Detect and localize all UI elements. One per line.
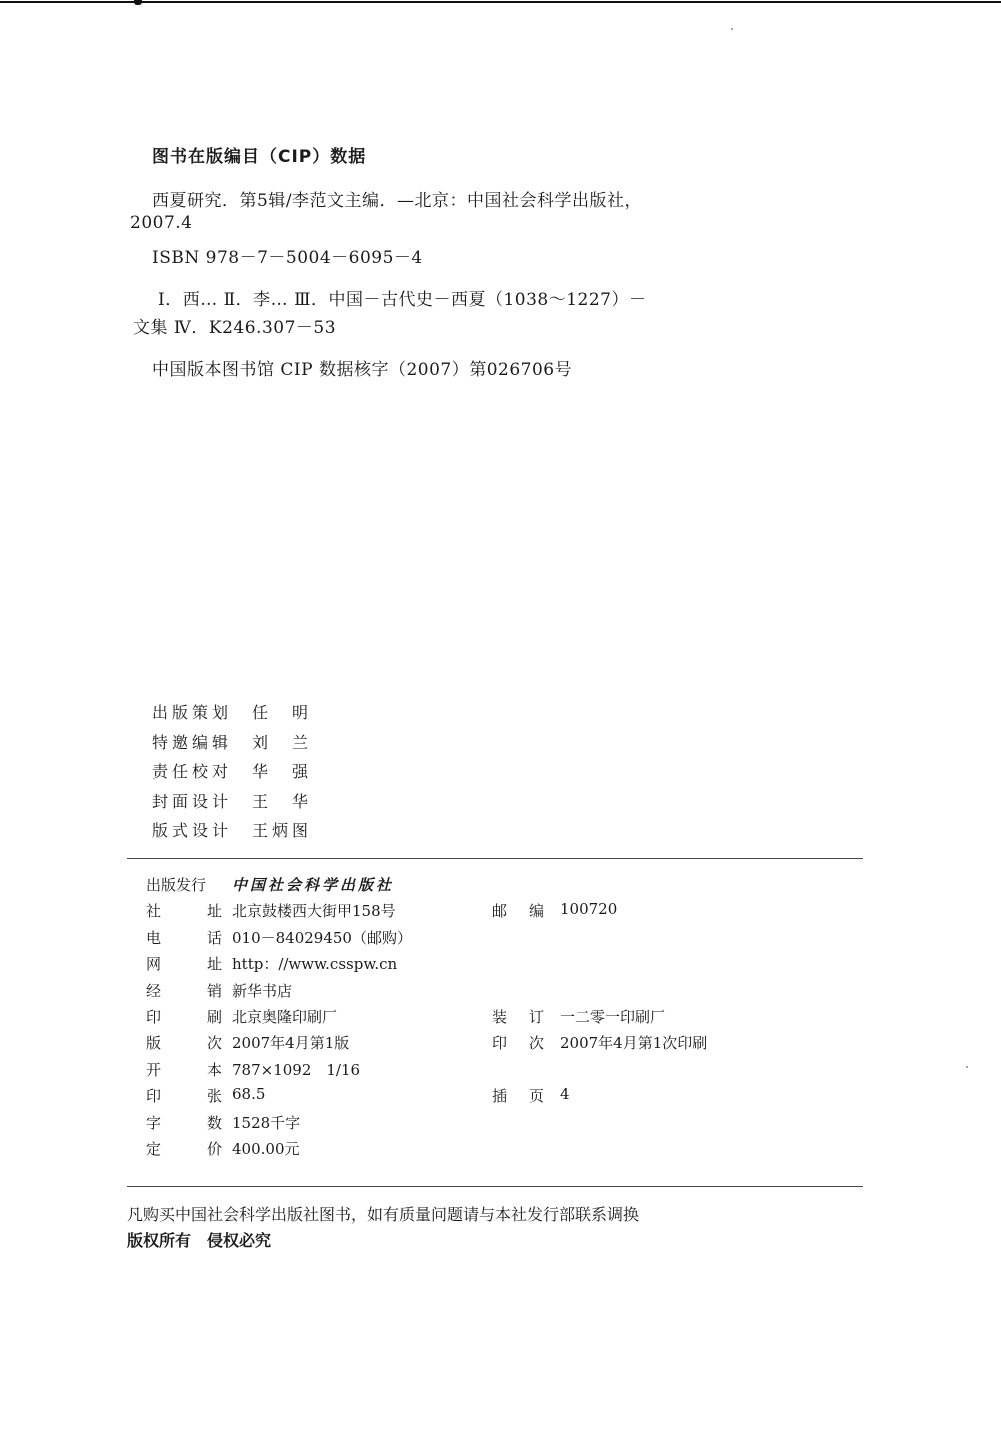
- credit-value: 刘 兰: [252, 732, 313, 752]
- pub-label: 社 址: [146, 902, 222, 921]
- credits-list: [152, 700, 312, 848]
- cip-line-1: 西夏研究．第5辑/李范文主编．—北京：中国社会科学出版社，: [152, 191, 643, 211]
- credit-row: [152, 818, 312, 848]
- cip-number: 中国版本图书馆 CIP 数据核字（2007）第026706号: [152, 360, 573, 380]
- pub-value: 新华书店: [232, 981, 293, 1000]
- pub-label: 印 张: [146, 1087, 222, 1106]
- pub-value-right: 100720: [560, 900, 618, 919]
- publication-info: [146, 874, 866, 1164]
- pub-row: [146, 1112, 866, 1138]
- pub-label-right: 印 次: [492, 1034, 544, 1053]
- pub-row: [146, 900, 866, 926]
- pub-value: 010－84029450（邮购）: [232, 928, 412, 947]
- pub-row: [146, 1059, 866, 1085]
- publisher-label: 出版发行: [146, 876, 207, 894]
- top-border-mark: [134, 0, 142, 5]
- pub-row: [146, 980, 866, 1006]
- pub-row: [146, 1085, 866, 1111]
- credit-row: [152, 759, 312, 789]
- pub-label: 字 数: [146, 1113, 222, 1132]
- pub-label-right: 装 订: [492, 1007, 544, 1026]
- pub-label: 版 次: [146, 1034, 222, 1053]
- pub-value: 北京奥隆印刷厂: [232, 1007, 338, 1026]
- pub-value: 1528千字: [232, 1113, 301, 1132]
- credit-label: 封面设计: [152, 791, 233, 811]
- publisher-row: [146, 874, 866, 900]
- pub-row: [146, 1006, 866, 1032]
- pub-value-right: 4: [560, 1085, 570, 1104]
- credit-value: 王 华: [252, 791, 313, 811]
- pub-value-right: 2007年4月第1次印刷: [560, 1034, 708, 1053]
- pub-label-right: 邮 编: [492, 902, 544, 921]
- credit-label: 出版策划: [152, 703, 233, 722]
- pub-label: 网 址: [146, 955, 222, 974]
- divider-top: [127, 858, 863, 859]
- pub-value: 2007年4月第1版: [232, 1034, 350, 1053]
- pub-label-right: 插 页: [492, 1087, 544, 1106]
- pub-row: [146, 1138, 866, 1164]
- cip-subject-line-1: Ⅰ．西… Ⅱ．李… Ⅲ．中国－古代史－西夏（1038～1227）－: [158, 290, 647, 310]
- pub-label: 开 本: [146, 1060, 222, 1079]
- cip-line-2: 2007.4: [130, 213, 193, 233]
- pub-label: 印 刷: [146, 1007, 222, 1026]
- pub-value: 400.00元: [232, 1139, 300, 1158]
- credit-value: 王炳图: [252, 821, 313, 840]
- publisher-name: 中国社会科学出版社: [232, 876, 395, 894]
- credit-label: 特邀编辑: [152, 732, 233, 752]
- pub-value: 787×1092 1/16: [232, 1060, 361, 1079]
- pub-row: [146, 1032, 866, 1058]
- cip-subject-line-2: 文集 Ⅳ．K246.307－53: [133, 318, 337, 338]
- credit-row: [152, 700, 312, 730]
- cip-title: 图书在版编目（CIP）数据: [152, 147, 367, 167]
- pub-row: [146, 953, 866, 979]
- top-border-line: [0, 1, 1001, 3]
- footer-note: 凡购买中国社会科学出版社图书，如有质量问题请与本社发行部联系调换: [127, 1205, 640, 1224]
- pub-label: 电 话: [146, 928, 222, 947]
- pub-label: 定 价: [146, 1139, 222, 1158]
- divider-bottom: [127, 1186, 863, 1187]
- pub-value-right: 一二零一印刷厂: [560, 1007, 666, 1026]
- pub-row: [146, 927, 866, 953]
- footer-rights: 版权所有 侵权必究: [127, 1231, 272, 1250]
- credit-row: [152, 789, 312, 819]
- pub-value: http：//www.csspw.cn: [232, 955, 398, 974]
- credit-row: [152, 730, 312, 760]
- pub-value: 北京鼓楼西大街甲158号: [232, 902, 396, 921]
- pub-value: 68.5: [232, 1085, 266, 1104]
- scan-speck: [966, 1066, 968, 1068]
- credit-value: 华 强: [252, 762, 313, 781]
- credit-label: 版式设计: [152, 821, 233, 840]
- credit-label: 责任校对: [152, 762, 233, 781]
- scan-speck: [731, 28, 733, 30]
- pub-label: 经 销: [146, 981, 222, 1000]
- credit-value: 任 明: [252, 703, 313, 722]
- cip-isbn: ISBN 978－7－5004－6095－4: [152, 248, 423, 268]
